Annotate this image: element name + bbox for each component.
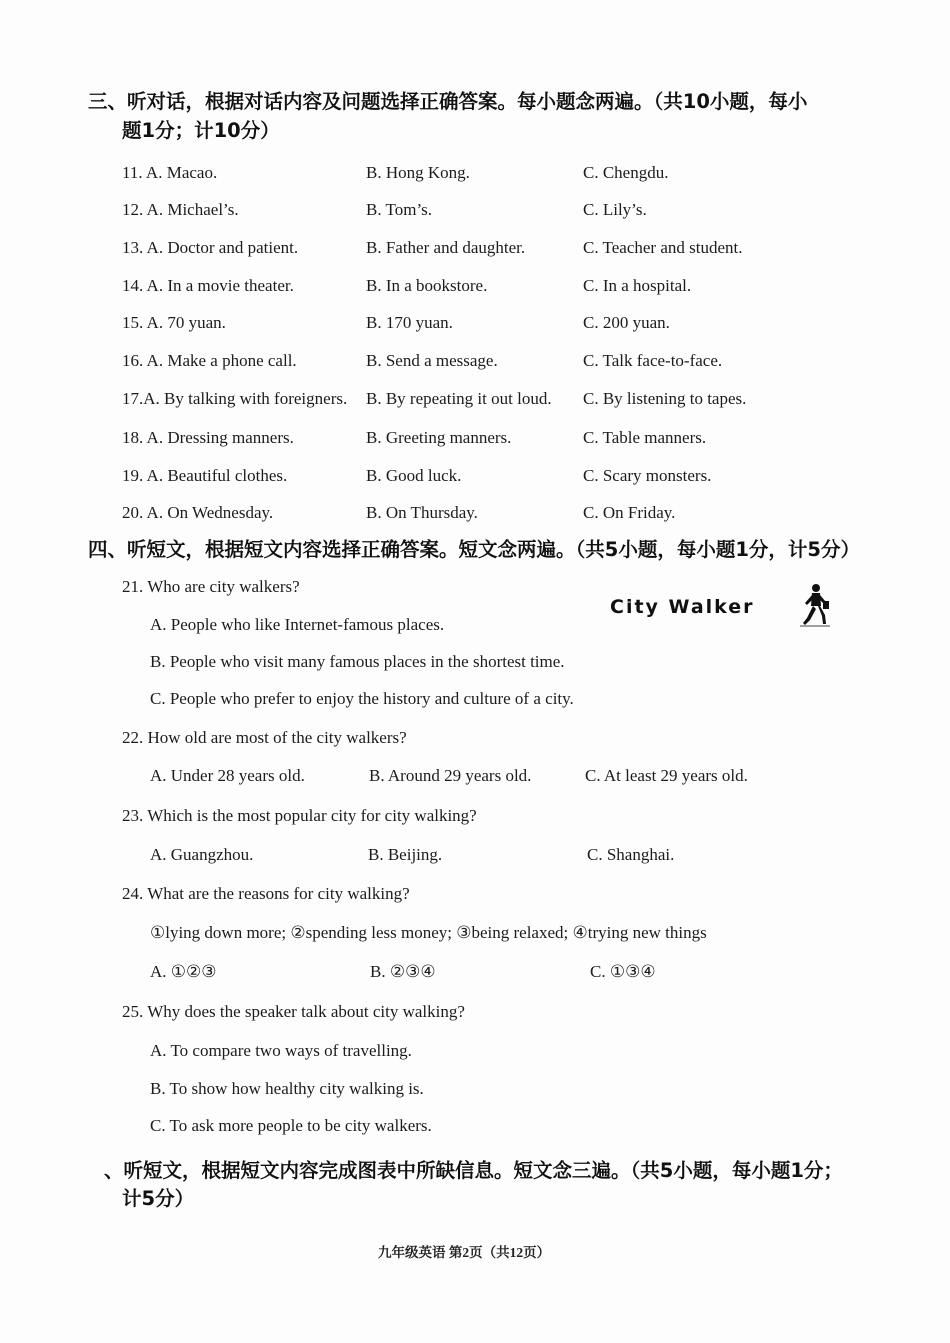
q11-option-b: B. Hong Kong. (366, 163, 470, 182)
q16-option-a: 16. A. Make a phone call. (122, 351, 297, 370)
q23-option-a: A. Guangzhou. (150, 845, 254, 864)
q20-option-b: B. On Thursday. (366, 503, 478, 522)
q13-option-c: C. Teacher and student. (583, 238, 743, 257)
q24-option-b: B. ②③④ (370, 962, 436, 981)
q24-stem: 24. What are the reasons for city walking? (122, 884, 410, 903)
section5-heading-line2: 计5分） (122, 1187, 195, 1210)
q17-option-b: B. By repeating it out loud. (366, 389, 552, 408)
q11-option-c: C. Chengdu. (583, 163, 669, 182)
q20-option-c: C. On Friday. (583, 503, 676, 522)
section3-heading-line1: 三、听对话，根据对话内容及问题选择正确答案。每小题念两遍。（共10小题，每小 (88, 90, 808, 113)
q23-option-b: B. Beijing. (368, 845, 443, 864)
q15-option-a: 15. A. 70 yuan. (122, 313, 226, 332)
q24-reason-items: ①lying down more; ②spending less money; ③being relaxed; ④trying new things (150, 923, 707, 942)
q18-option-c: C. Table manners. (583, 428, 707, 447)
q24-option-c: C. ①③④ (590, 962, 656, 981)
q12-option-a: 12. A. Michael’s. (122, 200, 239, 219)
q25-stem: 25. Why does the speaker talk about city walking? (122, 1002, 465, 1021)
q15-option-c: C. 200 yuan. (583, 313, 670, 332)
q23-stem: 23. Which is the most popular city for city walking? (122, 806, 477, 825)
q21-option-a: A. People who like Internet-famous places. (150, 615, 445, 634)
walker-icon (796, 582, 834, 628)
q14-option-b: B. In a bookstore. (366, 276, 488, 295)
section5-heading-line1: 、听短文，根据短文内容完成图表中所缺信息。短文念三遍。（共5小题，每小题1分； (104, 1159, 843, 1182)
q21-option-b: B. People who visit many famous places in the shortest time. (150, 652, 565, 671)
q12-option-b: B. Tom’s. (366, 200, 433, 219)
q13-option-a: 13. A. Doctor and patient. (122, 238, 299, 257)
q22-option-c: C. At least 29 years old. (585, 766, 748, 785)
q21-stem: 21. Who are city walkers? (122, 577, 300, 596)
q16-option-c: C. Talk face-to-face. (583, 351, 723, 370)
q25-option-b: B. To show how healthy city walking is. (150, 1079, 424, 1098)
q19-option-b: B. Good luck. (366, 466, 462, 485)
q20-option-a: 20. A. On Wednesday. (122, 503, 274, 522)
q25-option-a: A. To compare two ways of travelling. (150, 1041, 412, 1060)
q17-option-c: C. By listening to tapes. (583, 389, 747, 408)
q17-option-a: 17.A. By talking with foreigners. (122, 389, 348, 408)
q12-option-c: C. Lily’s. (583, 200, 647, 219)
q19-option-c: C. Scary monsters. (583, 466, 712, 485)
q19-option-a: 19. A. Beautiful clothes. (122, 466, 288, 485)
page-footer: 九年级英语 第2页（共12页） (378, 1245, 551, 1260)
q14-option-a: 14. A. In a movie theater. (122, 276, 294, 295)
city-walker-logo-text: City Walker (610, 596, 755, 618)
q22-option-a: A. Under 28 years old. (150, 766, 305, 785)
q18-option-b: B. Greeting manners. (366, 428, 512, 447)
section4-heading: 四、听短文，根据短文内容选择正确答案。短文念两遍。（共5小题，每小题1分，计5分） (88, 538, 860, 561)
q14-option-c: C. In a hospital. (583, 276, 692, 295)
q23-option-c: C. Shanghai. (587, 845, 675, 864)
q22-option-b: B. Around 29 years old. (369, 766, 532, 785)
q22-stem: 22. How old are most of the city walkers? (122, 728, 407, 747)
q18-option-a: 18. A. Dressing manners. (122, 428, 294, 447)
q11-option-a: 11. A. Macao. (122, 163, 218, 182)
q16-option-b: B. Send a message. (366, 351, 498, 370)
q21-option-c: C. People who prefer to enjoy the history and culture of a city. (150, 689, 574, 708)
q25-option-c: C. To ask more people to be city walkers. (150, 1116, 432, 1135)
q24-option-a: A. ①②③ (150, 962, 217, 981)
section3-heading-line2: 题1分；计10分） (122, 119, 280, 142)
q13-option-b: B. Father and daughter. (366, 238, 526, 257)
q15-option-b: B. 170 yuan. (366, 313, 453, 332)
